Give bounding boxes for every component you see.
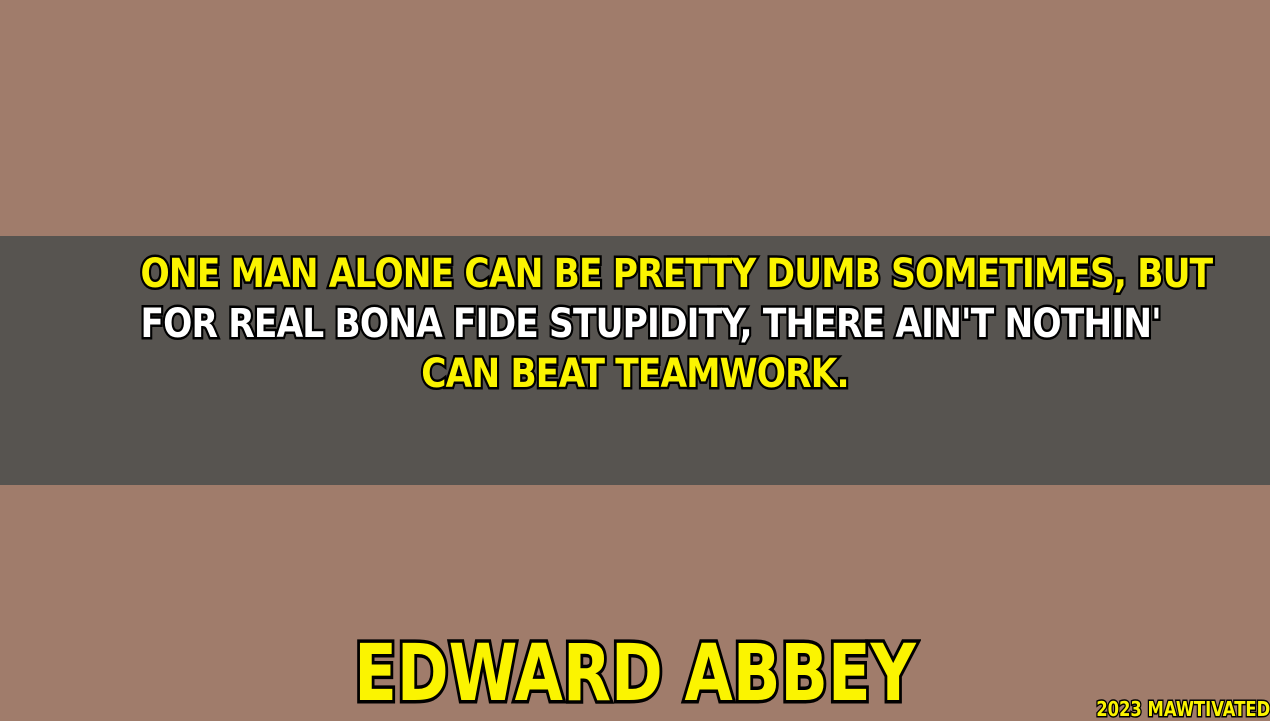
quote-text [140,249,1213,399]
watermark: 2023 MAWTIVATED [1095,697,1270,721]
quote-line-3: CAN BEAT TEAMWORK. [421,351,849,397]
author-name: EDWARD ABBEY [354,629,916,719]
quote-line-2: FOR REAL BONA FIDE STUPIDITY, THERE AIN'T NOTHIN' [140,301,1161,347]
quote-line-1: ONE MAN ALONE CAN BE PRETTY DUMB SOMETIMES, BUT [140,251,1213,297]
